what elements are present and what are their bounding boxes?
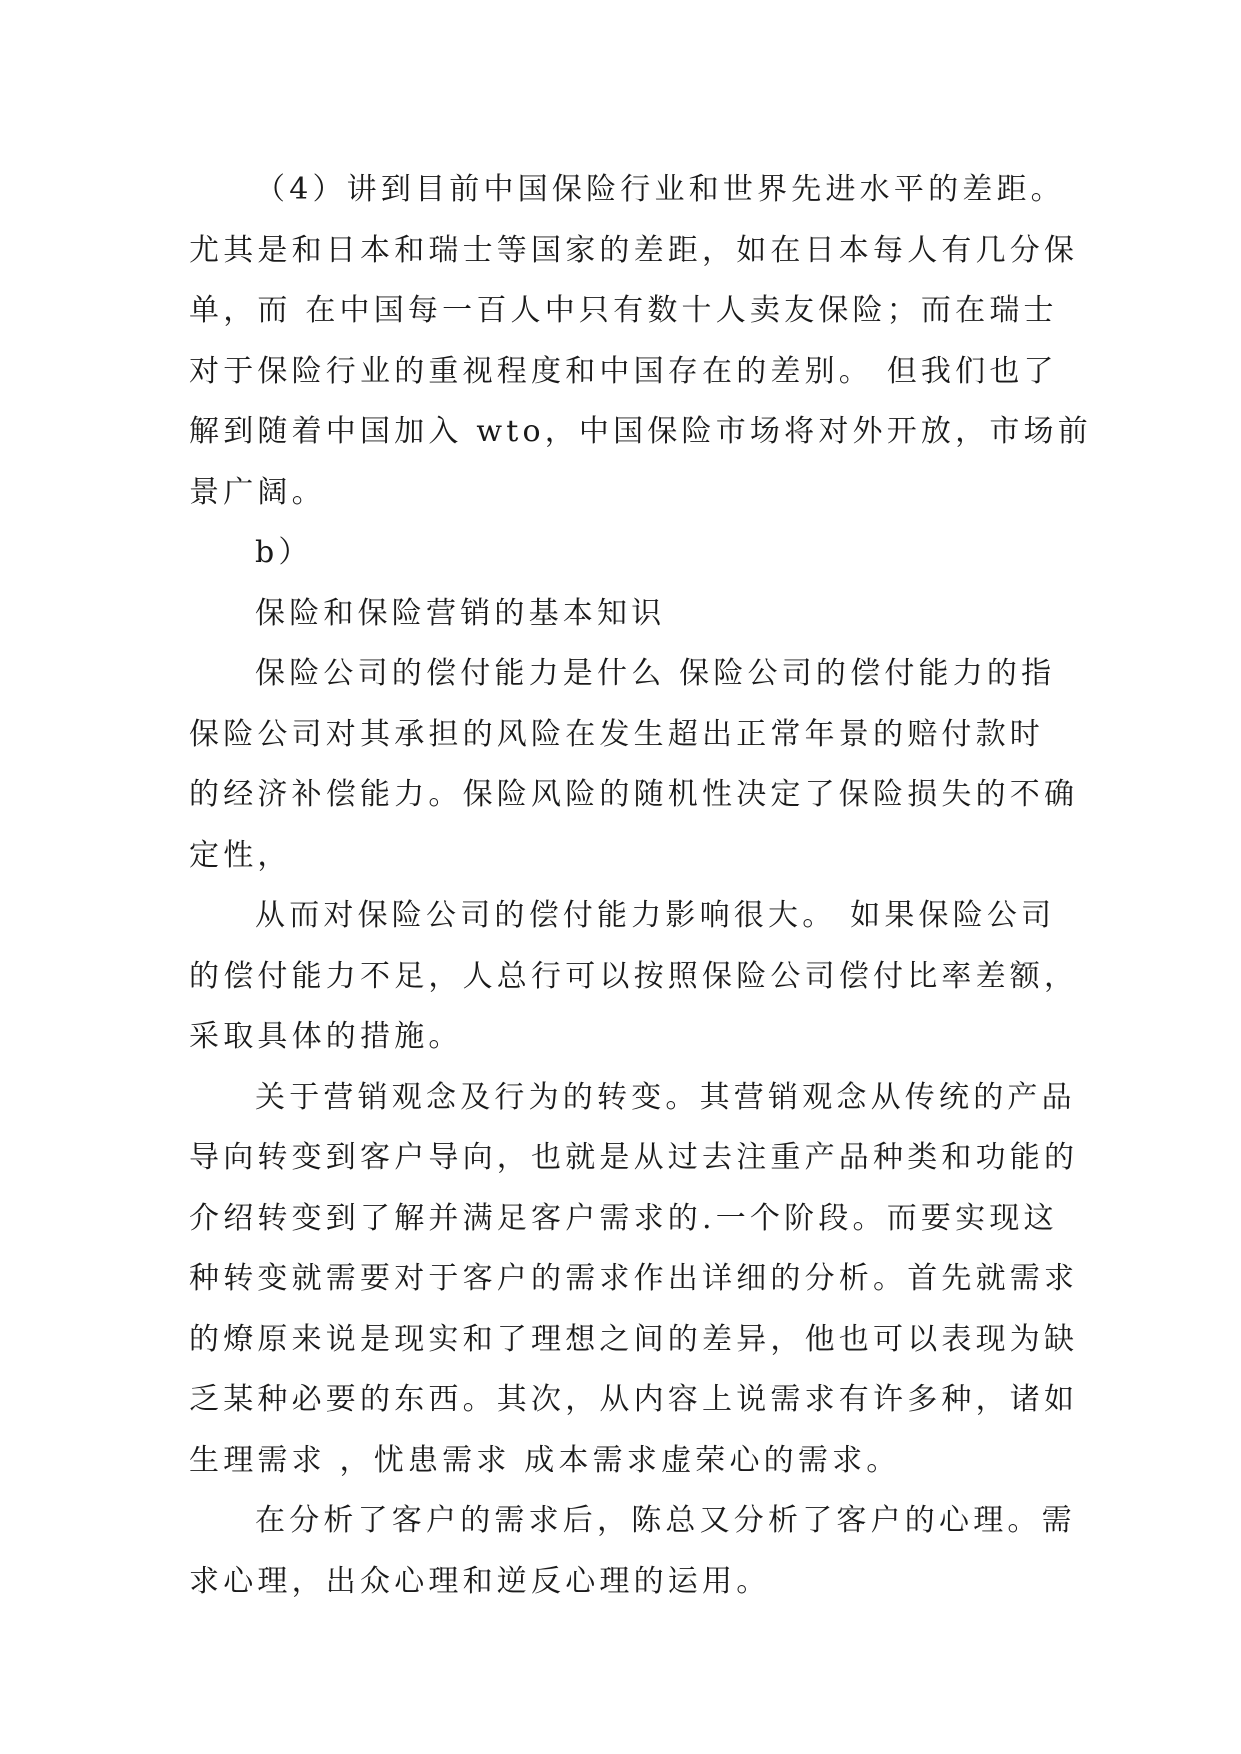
text-line: 对于保险行业的重视程度和中国存在的差别。 但我们也了 bbox=[189, 353, 1058, 389]
text-line: 乏某种必要的东西。其次，从内容上说需求有许多种，诸如 bbox=[189, 1382, 1079, 1417]
paragraph bbox=[189, 1068, 1079, 1492]
text-line: 景广阔。 bbox=[189, 474, 326, 510]
text-line: （4）讲到目前中国保险行业和世界先进水平的差距。 bbox=[255, 172, 1065, 207]
text-line: 生理需求 ，忧患需求 成本需求虚荣心的需求。 bbox=[189, 1442, 901, 1478]
text-line: 求心理，出众心理和逆反心理的运用。 bbox=[189, 1563, 771, 1599]
paragraph bbox=[189, 1491, 1076, 1612]
text-line: 保险和保险营销的基本知识 bbox=[255, 595, 666, 631]
text-line: 保险公司的偿付能力是什么 保险公司的偿付能力的指 bbox=[255, 656, 1056, 691]
text-line: 的偿付能力不足，人总行可以按照保险公司偿付比率差额， bbox=[189, 958, 1079, 994]
text-line: 保险公司对其承担的风险在发生超出正常年景的赔付款时 bbox=[189, 716, 1044, 752]
text-line: 的燎原来说是现实和了理想之间的差异，他也可以表现为缺 bbox=[189, 1321, 1079, 1357]
text-line: 的经济补偿能力。保险风险的随机性决定了保险损失的不确 bbox=[189, 777, 1079, 812]
text-line: 单，而 在中国每一百人中只有数十人卖友保险；而在瑞士 bbox=[189, 293, 1058, 328]
body-text bbox=[189, 160, 1092, 1612]
paragraph bbox=[189, 644, 1079, 886]
text-line: 在分析了客户的需求后，陈总又分析了客户的心理。需 bbox=[255, 1503, 1076, 1538]
paragraph bbox=[189, 584, 1059, 645]
paragraph bbox=[189, 523, 1059, 584]
text-line: 尤其是和日本和瑞士等国家的差距，如在日本每人有几分保 bbox=[189, 232, 1079, 268]
text-line: 定性， bbox=[189, 837, 292, 873]
paragraph bbox=[189, 160, 1092, 523]
text-line: 导向转变到客户导向，也就是从过去注重产品种类和功能的 bbox=[189, 1140, 1079, 1175]
text-line: 种转变就需要对于客户的需求作出详细的分析。首先就需求 bbox=[189, 1261, 1079, 1296]
text-line: b） bbox=[255, 535, 313, 570]
text-line: 从而对保险公司的偿付能力影响很大。 如果保险公司 bbox=[255, 898, 1056, 933]
text-line: 介绍转变到了解并满足客户需求的.一个阶段。而要实现这 bbox=[189, 1200, 1058, 1236]
text-line: 解到随着中国加入 wto，中国保险市场将对外开放，市场前 bbox=[189, 414, 1092, 449]
paragraph bbox=[189, 886, 1079, 1068]
document-page bbox=[189, 160, 1092, 1612]
text-line: 关于营销观念及行为的转变。其营销观念从传统的产品 bbox=[255, 1079, 1076, 1115]
text-line: 采取具体的措施。 bbox=[189, 1019, 463, 1054]
